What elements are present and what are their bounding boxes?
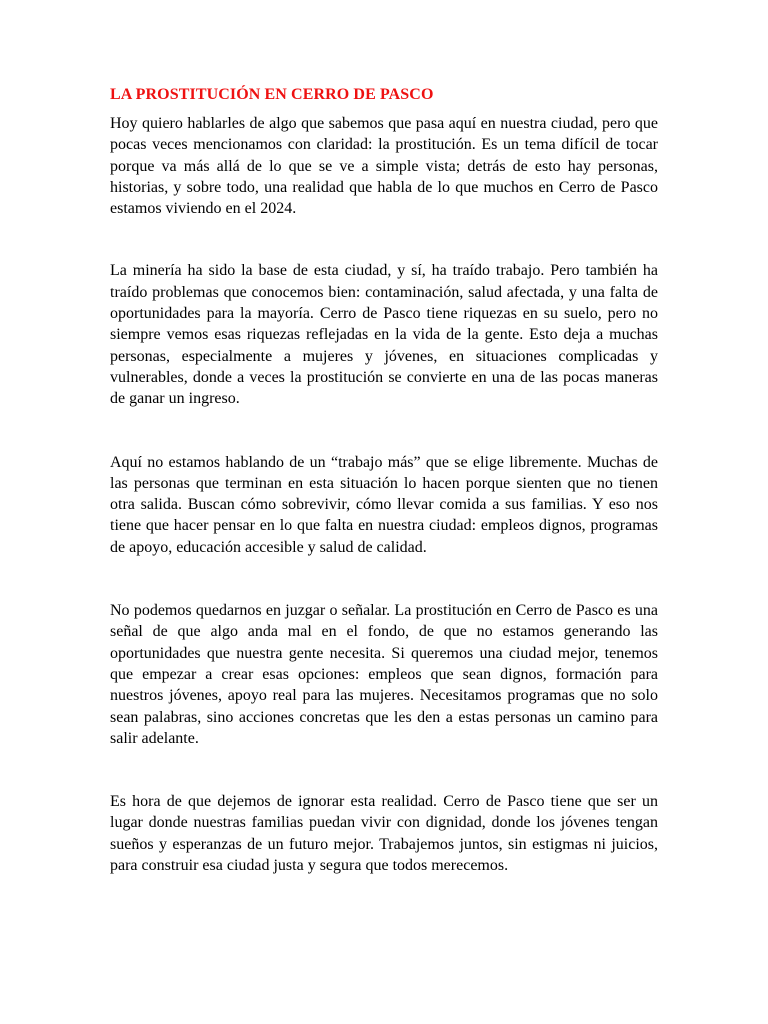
document-page bbox=[110, 84, 658, 876]
document-title: LA PROSTITUCIÓN EN CERRO DE PASCO bbox=[110, 86, 434, 103]
paragraph-5: Es hora de que dejemos de ignorar esta realidad. Cerro de Pasco tiene que ser un lugar donde nuestras familias puedan vivir con dignidad, donde los jóvenes tengan sueños y esperanzas de un futuro mejor. Trabajemos juntos, sin estigmas ni juicios, para construir esa ciudad justa y segura que todos merecemos. bbox=[110, 793, 658, 875]
paragraph-2: La minería ha sido la base de esta ciudad, y sí, ha traído trabajo. Pero también ha traído problemas que conocemos bien: contaminación, salud afectada, y una falta de oportunidades para la mayoría. Cerro de Pasco tiene riquezas en su suelo, pero no siempre vemos esas riquezas reflejadas en la vida de la gente. Esto deja a muchas personas, especialmente a mujeres y jóvenes, en situaciones complicadas y vulnerables, donde a veces la prostitución se convierte en una de las pocas maneras de ganar un ingreso. bbox=[110, 262, 658, 408]
paragraph-4: No podemos quedarnos en juzgar o señalar. La prostitución en Cerro de Pasco es una señal de que algo anda mal en el fondo, de que no estamos generando las oportunidades que nuestra gente necesita. Si queremos una ciudad mejor, tenemos que empezar a crear esas opciones: empleos que sean dignos, formación para nuestros jóvenes, apoyo real para las mujeres. Necesitamos programas que no solo sean palabras, sino acciones concretas que les den a estas personas un camino para salir adelante. bbox=[110, 602, 658, 747]
paragraph-3: Aquí no estamos hablando de un “trabajo más” que se elige libremente. Muchas de las personas que terminan en esta situación lo hacen porque sienten que no tienen otra salida. Buscan cómo sobrevivir, cómo llevar comida a sus familias. Y eso nos tiene que hacer pensar en lo que falta en nuestra ciudad: empleos dignos, programas de apoyo, educación accesible y salud de calidad. bbox=[110, 453, 658, 556]
paragraph-1: Hoy quiero hablarles de algo que sabemos que pasa aquí en nuestra ciudad, pero que pocas veces mencionamos con claridad: la prostitución. Es un tema difícil de tocar porque va más allá de lo que se ve a simple vista; detrás de esto hay personas, historias, y sobre todo, una realidad que habla de lo que muchos en Cerro de Pasco estamos viviendo en el 2024. bbox=[110, 115, 658, 218]
